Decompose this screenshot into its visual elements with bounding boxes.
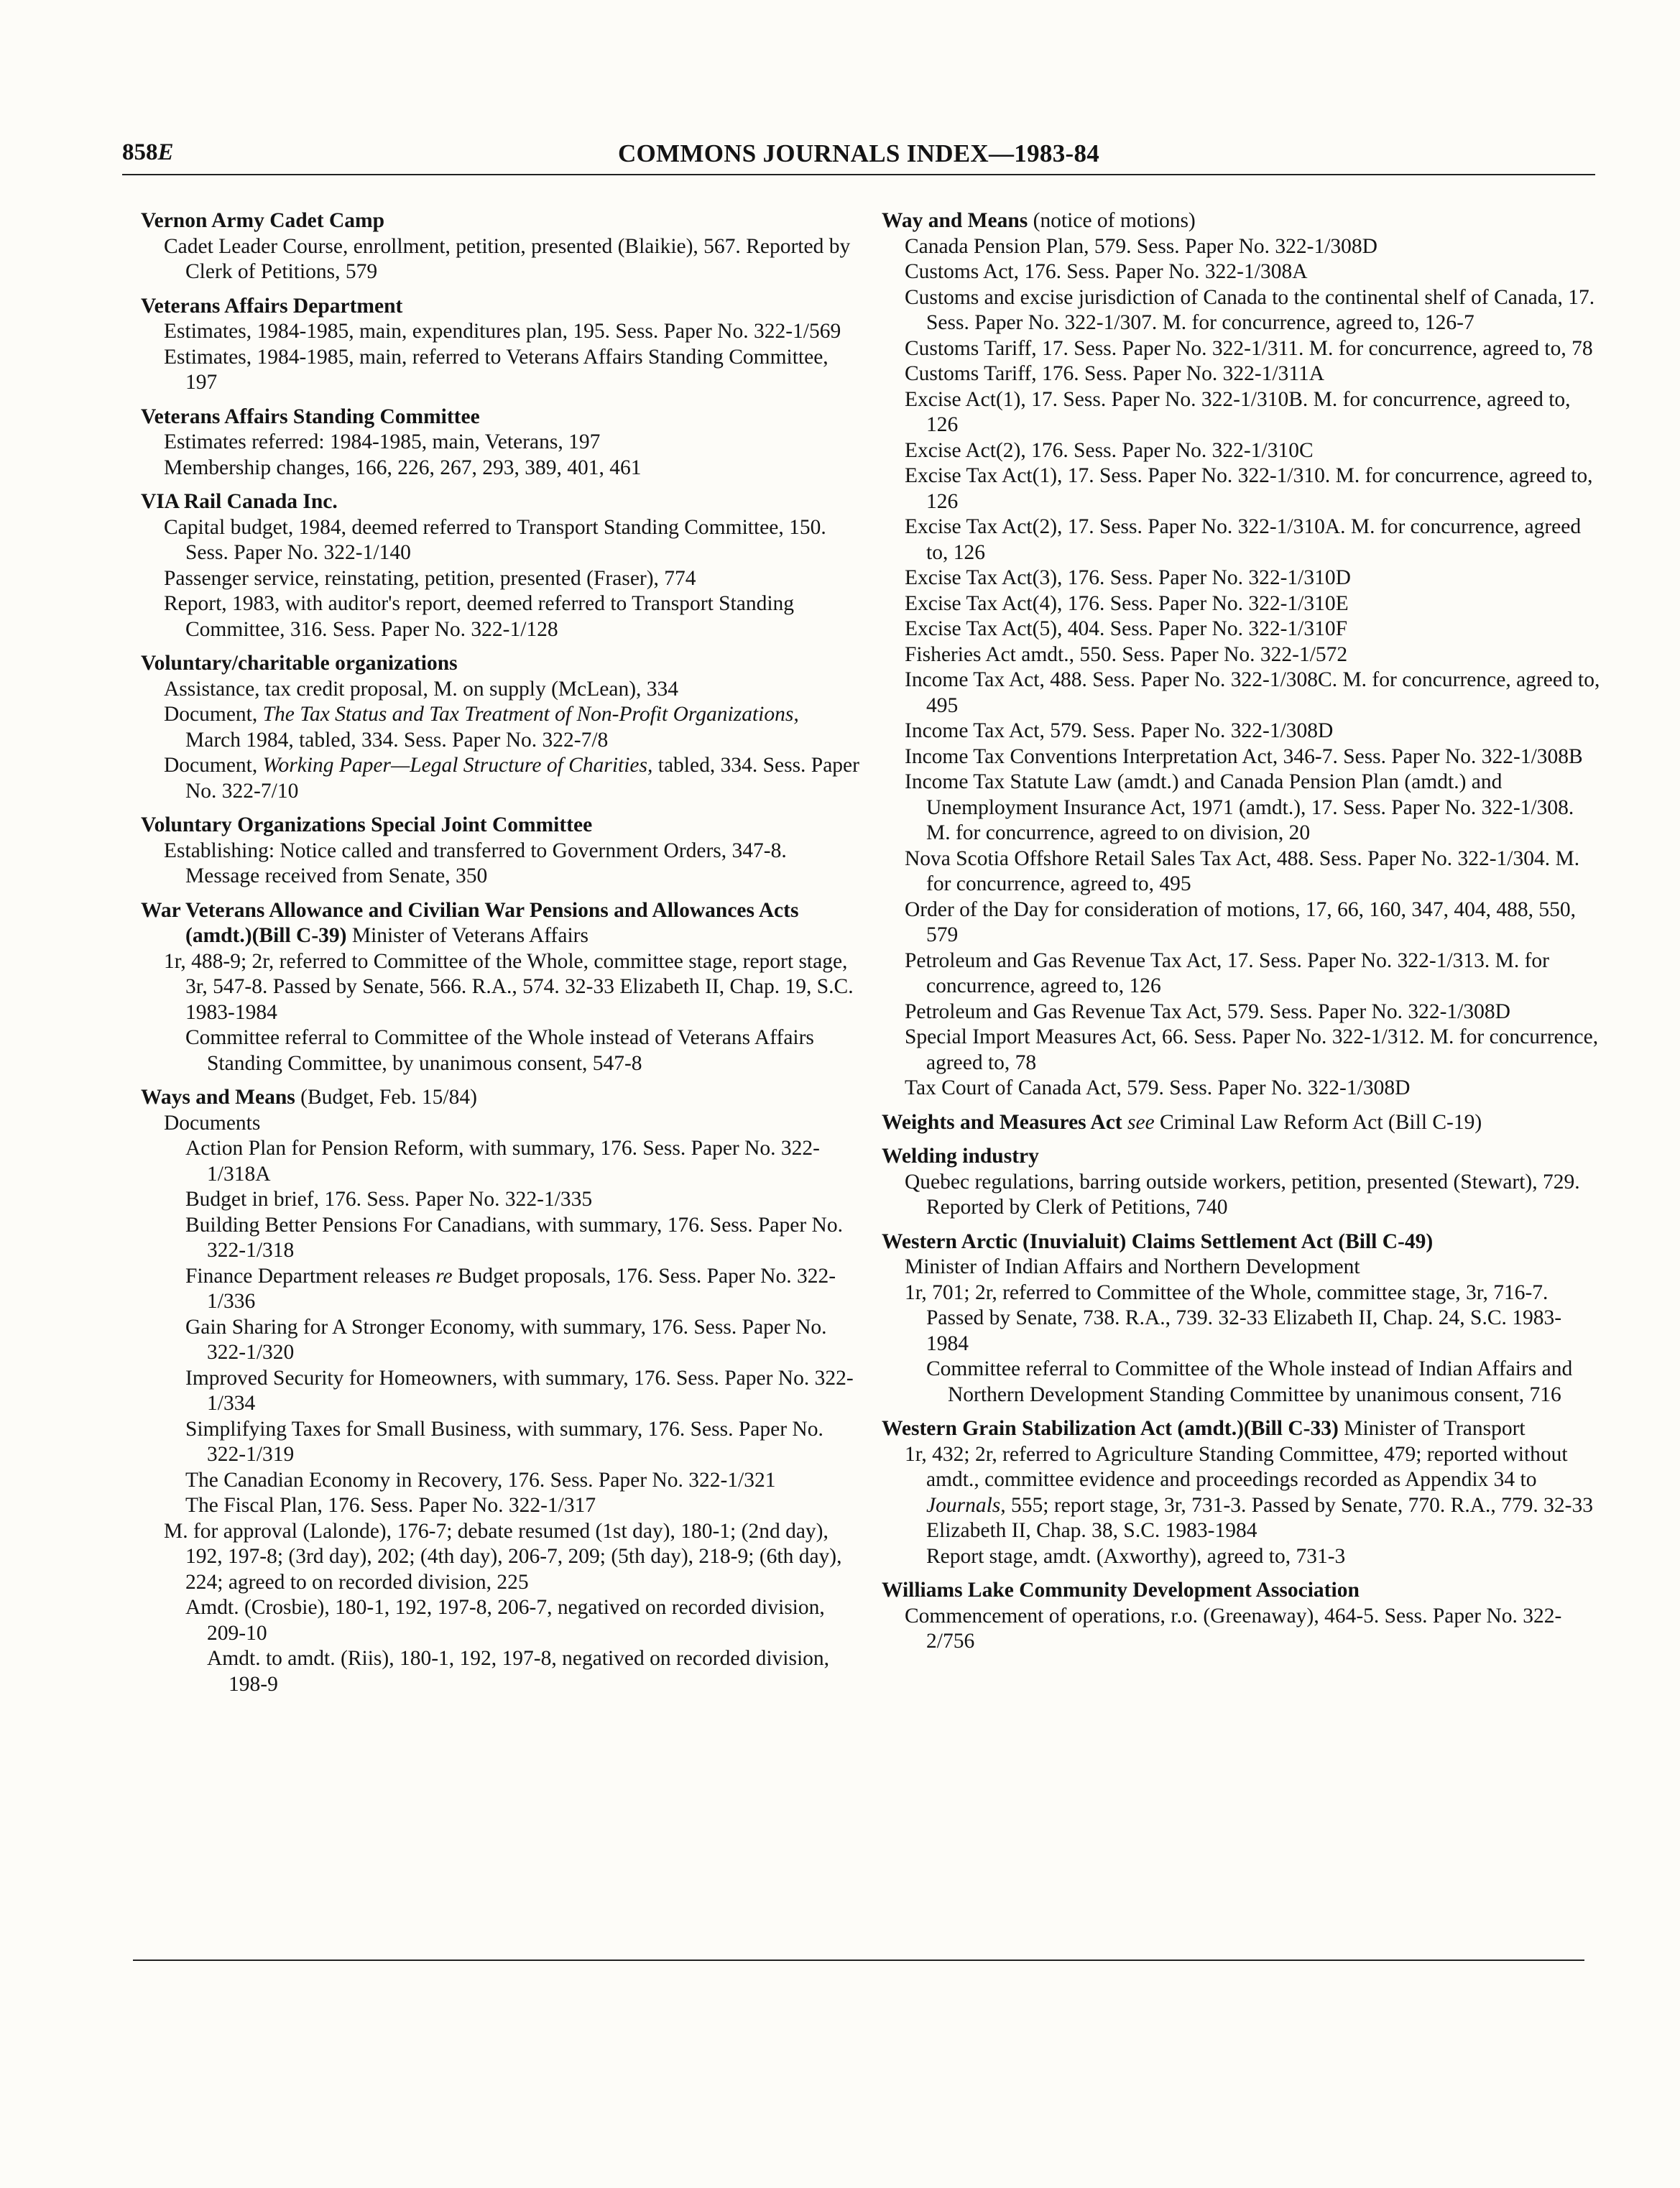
entry-subheading: Excise Tax Act(4), 176. Sess. Paper No. 322-1/310E bbox=[905, 591, 1349, 615]
entry-subheading: Assistance, tax credit proposal, M. on supply (McLean), 334 bbox=[164, 677, 679, 701]
entry-subheading: Minister of Indian Affairs and Northern Development bbox=[905, 1255, 1360, 1278]
entry-subheading: Income Tax Conventions Interpretation Act, 346-7. Sess. Paper No. 322-1/308B bbox=[905, 744, 1583, 768]
heading-term: War Veterans Allowance and Civilian War Pensions and Allowances Acts (amdt.)(Bill C-39) bbox=[141, 898, 799, 947]
entry-subheading: Estimates, 1984-1985, main, expenditures plan, 195. Sess. Paper No. 322-1/569 bbox=[164, 320, 841, 343]
heading-qualifier: (notice of motions) bbox=[1033, 209, 1196, 232]
heading-term: Veterans Affairs Department bbox=[141, 294, 403, 318]
entry-subheading: Amdt. (Crosbie), 180-1, 192, 197-8, 206-7, negatived on recorded division, 209-10 bbox=[185, 1596, 825, 1645]
entry-heading bbox=[141, 405, 859, 430]
subheading-text: 1r, 432; 2r, referred to Agriculture Standing Committee, 479; reported without amdt., committee evidence and proceedings recorded as Appendix 34 to bbox=[905, 1442, 1568, 1491]
entry-subheading: Budget in brief, 176. Sess. Paper No. 322-1/335 bbox=[185, 1188, 593, 1211]
entry-subheading: Cadet Leader Course, enrollment, petition, presented (Blaikie), 567. Reported by Clerk of Petitions, 579 bbox=[164, 234, 851, 283]
heading-term: Voluntary/charitable organizations bbox=[141, 652, 458, 675]
entry-subheading: Canada Pension Plan, 579. Sess. Paper No. 322-1/308D bbox=[905, 234, 1377, 258]
entry-subheading bbox=[141, 702, 859, 753]
heading-term: Western Grain Stabilization Act (amdt.)(Bill C-33) bbox=[882, 1417, 1339, 1440]
index-entry bbox=[141, 489, 859, 642]
entry-subheading: The Canadian Economy in Recovery, 176. Sess. Paper No. 322-1/321 bbox=[185, 1468, 776, 1492]
entry-subheading: Gain Sharing for A Stronger Economy, with summary, 176. Sess. Paper No. 322-1/320 bbox=[185, 1315, 827, 1364]
entry-heading bbox=[141, 813, 859, 839]
entry-subheading: Committee referral to Committee of the Whole instead of Indian Affairs and Northern Development Standing Committee by unanimous consent, 716 bbox=[926, 1357, 1573, 1406]
entry-heading bbox=[141, 651, 859, 677]
page-number-value: 858 bbox=[122, 139, 158, 165]
page-header bbox=[122, 135, 1595, 172]
subheading-text: Working Paper—Legal Structure of Charities, bbox=[262, 754, 653, 777]
entry-subheading: Establishing: Notice called and transferred to Government Orders, 347-8. Message received from Senate, 350 bbox=[164, 839, 787, 887]
entry-subheading: Excise Act(1), 17. Sess. Paper No. 322-1/310B. M. for concurrence, agreed to, 126 bbox=[905, 387, 1571, 436]
entry-subheading: Excise Tax Act(5), 404. Sess. Paper No. 322-1/310F bbox=[905, 617, 1347, 640]
entry-subheading: Customs and excise jurisdiction of Canada to the continental shelf of Canada, 17. Sess. Paper No. 322-1/307. M. for concurrence, agreed to, 126-7 bbox=[905, 285, 1595, 334]
subheading-text: The Tax Status and Tax Treatment of Non-Profit Organizations, bbox=[262, 703, 799, 726]
subheading-text: Finance Department releases bbox=[185, 1264, 436, 1288]
entry-heading bbox=[141, 1085, 859, 1111]
entry-subheading: 1r, 488-9; 2r, referred to Committee of the Whole, committee stage, report stage, 3r, 547-8. Passed by Senate, 566. R.A., 574. 32-33 Elizabeth II, Chap. 19, S.C. 1983-1984 bbox=[164, 949, 854, 1024]
index-entry bbox=[882, 1110, 1600, 1136]
entry-heading bbox=[882, 1110, 1600, 1136]
entry-subheading: Income Tax Act, 579. Sess. Paper No. 322-1/308D bbox=[905, 719, 1334, 742]
entry-subheading: Customs Tariff, 176. Sess. Paper No. 322-1/311A bbox=[905, 362, 1325, 385]
entry-subheading: Commencement of operations, r.o. (Greenaway), 464-5. Sess. Paper No. 322-2/756 bbox=[905, 1604, 1562, 1653]
entry-subheading bbox=[141, 753, 859, 804]
entry-subheading: The Fiscal Plan, 176. Sess. Paper No. 322-1/317 bbox=[185, 1494, 596, 1517]
heading-term: Welding industry bbox=[882, 1145, 1039, 1168]
entry-heading bbox=[882, 1416, 1600, 1442]
index-entry bbox=[141, 1085, 859, 1697]
entry-subheading: Membership changes, 166, 226, 267, 293, 389, 401, 461 bbox=[164, 456, 642, 479]
entry-subheading: Customs Tariff, 17. Sess. Paper No. 322-1/311. M. for concurrence, agreed to, 78 bbox=[905, 336, 1593, 360]
index-entry bbox=[882, 1144, 1600, 1221]
index-entry bbox=[141, 898, 859, 1077]
entry-heading bbox=[882, 1144, 1600, 1170]
entry-subheading: Tax Court of Canada Act, 579. Sess. Paper No. 322-1/308D bbox=[905, 1076, 1411, 1099]
entry-heading bbox=[141, 489, 859, 515]
entry-subheading: Documents bbox=[164, 1111, 261, 1135]
footer-rule bbox=[133, 1959, 1584, 1961]
index-entry bbox=[882, 1416, 1600, 1569]
header-rule bbox=[122, 174, 1595, 175]
heading-term: Voluntary Organizations Special Joint Committee bbox=[141, 813, 593, 836]
entry-subheading: Petroleum and Gas Revenue Tax Act, 579. Sess. Paper No. 322-1/308D bbox=[905, 1000, 1510, 1023]
entry-subheading: Report stage, amdt. (Axworthy), agreed to, 731-3 bbox=[926, 1544, 1346, 1568]
entry-heading bbox=[882, 208, 1600, 234]
entry-subheading bbox=[882, 1442, 1600, 1544]
index-entry bbox=[882, 1578, 1600, 1655]
heading-qualifier: Minister of Veterans Affairs bbox=[351, 924, 589, 947]
subheading-text: tabled, 334. Sess. Paper No. 322-7/10 bbox=[185, 754, 859, 803]
subheading-text: Budget proposals, 176. Sess. Paper No. 322-1/336 bbox=[207, 1264, 836, 1313]
heading-cross-reference: Criminal Law Reform Act (Bill C-19) bbox=[1154, 1110, 1482, 1134]
entry-subheading: Customs Act, 176. Sess. Paper No. 322-1/308A bbox=[905, 260, 1308, 283]
heading-qualifier: (Budget, Feb. 15/84) bbox=[300, 1086, 477, 1109]
running-head: COMMONS JOURNALS INDEX—1983-84 bbox=[617, 139, 1100, 167]
index-entry bbox=[141, 651, 859, 804]
heading-term: Weights and Measures Act bbox=[882, 1110, 1122, 1134]
entry-subheading: Building Better Pensions For Canadians, with summary, 176. Sess. Paper No. 322-1/318 bbox=[185, 1213, 843, 1262]
index-entry bbox=[141, 813, 859, 890]
entry-subheading: Capital budget, 1984, deemed referred to Transport Standing Committee, 150. Sess. Paper No. 322-1/140 bbox=[164, 515, 826, 564]
heading-term: Ways and Means bbox=[141, 1086, 295, 1109]
entry-subheading: Income Tax Statute Law (amdt.) and Canada Pension Plan (amdt.) and Unemployment Insurance Act, 1971 (amdt.), 17. Sess. Paper No. 322-1/308. M. for concurrence, agreed to on division, 20 bbox=[905, 770, 1574, 844]
entry-subheading: M. for approval (Lalonde), 176-7; debate resumed (1st day), 180-1; (2nd day), 192, 197-8; (3rd day), 202; (4th day), 206-7, 209; (5th day), 218-9; (6th day), 224; agreed to on recorded division, 225 bbox=[164, 1519, 842, 1594]
heading-term: Williams Lake Community Development Association bbox=[882, 1579, 1360, 1602]
entry-subheading: Excise Tax Act(3), 176. Sess. Paper No. 322-1/310D bbox=[905, 566, 1351, 589]
entry-subheading: Estimates referred: 1984-1985, main, Veterans, 197 bbox=[164, 430, 601, 453]
subheading-text: Journals, bbox=[926, 1493, 1006, 1517]
entry-subheading: Fisheries Act amdt., 550. Sess. Paper No. 322-1/572 bbox=[905, 642, 1348, 666]
heading-term: Western Arctic (Inuvialuit) Claims Settlement Act (Bill C-49) bbox=[882, 1229, 1434, 1253]
entry-subheading: Quebec regulations, barring outside workers, petition, presented (Stewart), 729. Reported by Clerk of Petitions, 740 bbox=[905, 1170, 1580, 1219]
entry-subheading: Nova Scotia Offshore Retail Sales Tax Act, 488. Sess. Paper No. 322-1/304. M. for concurrence, agreed to, 495 bbox=[905, 846, 1580, 895]
entry-subheading bbox=[141, 1264, 859, 1315]
entry-heading bbox=[141, 898, 859, 949]
subheading-text: 555; report stage, 3r, 731-3. Passed by Senate, 770. R.A., 779. 32-33 Elizabeth II, Chap. 38, S.C. 1983-1984 bbox=[926, 1493, 1593, 1542]
entry-subheading: Petroleum and Gas Revenue Tax Act, 17. Sess. Paper No. 322-1/313. M. for concurrence, agreed to, 126 bbox=[905, 948, 1549, 997]
entry-subheading: Special Import Measures Act, 66. Sess. Paper No. 322-1/312. M. for concurrence, agreed to, 78 bbox=[905, 1025, 1599, 1074]
heading-qualifier: Minister of Transport bbox=[1344, 1417, 1526, 1440]
index-entry bbox=[141, 405, 859, 481]
heading-term: Vernon Army Cadet Camp bbox=[141, 209, 384, 232]
heading-term: Veterans Affairs Standing Committee bbox=[141, 405, 480, 428]
heading-term: Way and Means bbox=[882, 209, 1028, 232]
heading-term: VIA Rail Canada Inc. bbox=[141, 490, 338, 513]
entry-heading bbox=[882, 1229, 1600, 1255]
entry-subheading: Simplifying Taxes for Small Business, with summary, 176. Sess. Paper No. 322-1/319 bbox=[185, 1417, 823, 1466]
entry-subheading: Amdt. to amdt. (Riis), 180-1, 192, 197-8, negatived on recorded division, 198-9 bbox=[207, 1647, 830, 1696]
entry-subheading: Excise Tax Act(1), 17. Sess. Paper No. 322-1/310. M. for concurrence, agreed to, 126 bbox=[905, 464, 1593, 513]
entry-heading bbox=[882, 1578, 1600, 1604]
entry-subheading: Action Plan for Pension Reform, with summary, 176. Sess. Paper No. 322-1/318A bbox=[185, 1137, 820, 1186]
index-entry bbox=[882, 208, 1600, 1102]
entry-subheading: Order of the Day for consideration of motions, 17, 66, 160, 347, 404, 488, 550, 579 bbox=[905, 897, 1577, 946]
subheading-text: Document, bbox=[164, 754, 263, 777]
entry-subheading: Report, 1983, with auditor's report, deemed referred to Transport Standing Committee, 316. Sess. Paper No. 322-1/128 bbox=[164, 592, 795, 641]
entry-subheading: Income Tax Act, 488. Sess. Paper No. 322-1/308C. M. for concurrence, agreed to, 495 bbox=[905, 668, 1600, 717]
heading-cross-reference: see bbox=[1127, 1110, 1155, 1134]
page-number-suffix: E bbox=[157, 139, 174, 165]
entry-heading bbox=[141, 294, 859, 320]
index-column-left bbox=[141, 208, 859, 1706]
subheading-text: March 1984, tabled, 334. Sess. Paper No. 322-7/8 bbox=[185, 728, 609, 752]
entry-subheading: Estimates, 1984-1985, main, referred to Veterans Affairs Standing Committee, 197 bbox=[164, 345, 829, 394]
index-entry bbox=[141, 208, 859, 285]
subheading-text: Document, bbox=[164, 703, 263, 726]
entry-subheading: Excise Act(2), 176. Sess. Paper No. 322-1/310C bbox=[905, 438, 1314, 462]
subheading-text: re bbox=[435, 1264, 453, 1288]
index-entry bbox=[882, 1229, 1600, 1408]
entry-subheading: Excise Tax Act(2), 17. Sess. Paper No. 322-1/310A. M. for concurrence, agreed to, 126 bbox=[905, 515, 1582, 564]
entry-subheading: 1r, 701; 2r, referred to Committee of the Whole, committee stage, 3r, 716-7. Passed by Senate, 738. R.A., 739. 32-33 Elizabeth II, Chap. 24, S.C. 1983-1984 bbox=[905, 1280, 1562, 1355]
entry-heading bbox=[141, 208, 859, 234]
index-entry bbox=[141, 294, 859, 396]
entry-subheading: Passenger service, reinstating, petition, presented (Fraser), 774 bbox=[164, 566, 696, 590]
index-column-right bbox=[882, 208, 1600, 1663]
entry-subheading: Improved Security for Homeowners, with summary, 176. Sess. Paper No. 322-1/334 bbox=[185, 1366, 854, 1415]
entry-subheading: Committee referral to Committee of the Whole instead of Veterans Affairs Standing Committee, by unanimous consent, 547-8 bbox=[185, 1026, 814, 1075]
